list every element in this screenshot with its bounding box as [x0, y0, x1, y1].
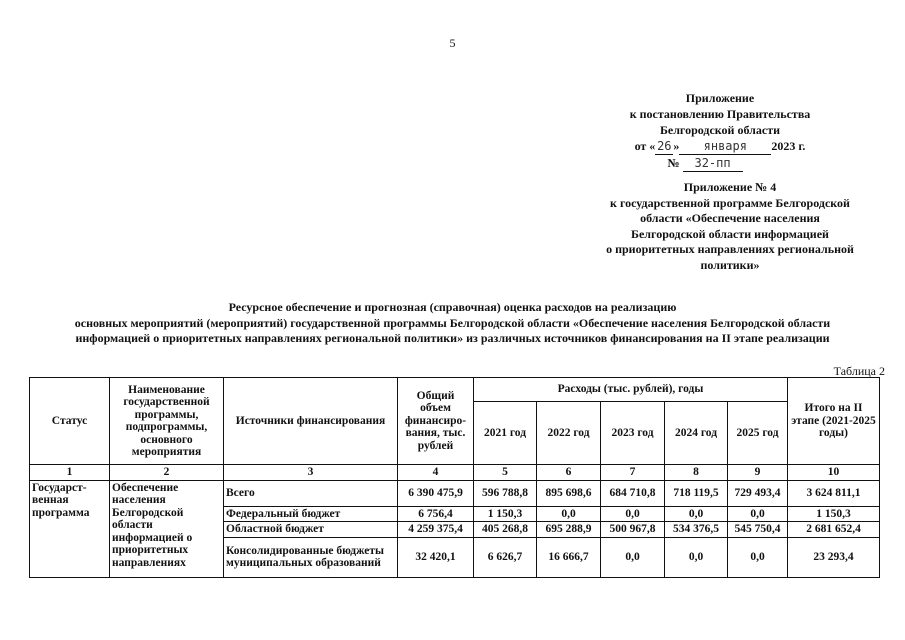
cell-program-name: Обеспечение населения Белгородской области информацией о приоритетных направлениях [110, 480, 224, 577]
cell-itogo: 23 293,4 [788, 537, 880, 577]
header-itogo: Итого на II этапе (2021-2025 годы) [788, 378, 880, 465]
doc-number: 32-пп [683, 155, 743, 172]
cell-2022: 16 666,7 [537, 537, 601, 577]
cell-2022: 695 288,9 [537, 522, 601, 538]
cell-total: 6 390 475,9 [398, 480, 474, 506]
cell-2023: 0,0 [601, 537, 665, 577]
table-caption: Таблица 2 [833, 364, 885, 378]
appendix4-line-1: Приложение № 4 [683, 180, 777, 194]
appendix-number-line [600, 155, 840, 172]
cell-source: Всего [224, 480, 398, 506]
cell-total: 4 259 375,4 [398, 522, 474, 538]
appendix-block [600, 90, 840, 172]
cell-itogo: 3 624 811,1 [788, 480, 880, 506]
colnum-4: 4 [398, 465, 474, 481]
cell-source: Федеральный бюджет [224, 506, 398, 522]
appendix4-line-5: о приоритетных направлениях региональной [606, 242, 854, 256]
appendix4-line-6: политики» [700, 257, 760, 272]
colnum-5: 5 [474, 465, 537, 481]
cell-2024: 718 119,5 [665, 480, 728, 506]
colnum-7: 7 [601, 465, 665, 481]
appendix4-line-3: области «Обеспечение населения [640, 211, 820, 225]
document-title [20, 300, 885, 347]
cell-total: 6 756,4 [398, 506, 474, 522]
date-day: 26 [657, 139, 672, 153]
date-prefix: от « [634, 139, 656, 153]
header-status: Статус [30, 378, 110, 465]
cell-2024: 534 376,5 [665, 522, 728, 538]
cell-status: Государст-венная программа [30, 480, 110, 577]
header-sources: Источники финансирования [224, 378, 398, 465]
cell-source: Консолидированные бюджеты муниципальных образований [224, 537, 398, 577]
appendix-line-2: к постановлению Правительства [629, 107, 811, 121]
appendix4-line-2: к государственной программе Белгородской [610, 195, 850, 210]
header-2024: 2024 год [665, 402, 728, 465]
appendix-line-3: Белгородской области [659, 123, 781, 137]
cell-2021: 1 150,3 [474, 506, 537, 522]
title-line-2: основных мероприятий (мероприятий) государственной программы Белгородской области «Обеспечение населения Белгородской области [74, 315, 831, 330]
colnum-9: 9 [728, 465, 788, 481]
cell-2025: 0,0 [728, 537, 788, 577]
header-2022: 2022 год [537, 402, 601, 465]
cell-2023: 684 710,8 [601, 480, 665, 506]
appendix-line-1: Приложение [685, 91, 755, 105]
colnum-2: 2 [110, 465, 224, 481]
colnum-6: 6 [537, 465, 601, 481]
cell-2025: 729 493,4 [728, 480, 788, 506]
cell-2021: 6 626,7 [474, 537, 537, 577]
table-row [30, 480, 880, 506]
cell-2022: 895 698,6 [537, 480, 601, 506]
colnum-1: 1 [30, 465, 110, 481]
appendix4-line-4: Белгородской области информацией [631, 226, 829, 241]
date-month: января [679, 138, 771, 155]
colnum-10: 10 [788, 465, 880, 481]
cell-2021: 405 268,8 [474, 522, 537, 538]
budget-table [29, 377, 880, 578]
cell-2022: 0,0 [537, 506, 601, 522]
header-2025: 2025 год [728, 402, 788, 465]
cell-itogo: 2 681 652,4 [788, 522, 880, 538]
date-year: 2023 г. [771, 139, 806, 153]
appendix-date-line [600, 138, 840, 155]
number-prefix: № [667, 156, 680, 170]
cell-2024: 0,0 [665, 537, 728, 577]
title-line-3: информацией о приоритетных направлениях региональной политики» из различных источников финансирования на II этапе реализации [75, 331, 830, 345]
appendix4-block [585, 180, 875, 273]
cell-2023: 0,0 [601, 506, 665, 522]
page-number: 5 [449, 36, 456, 50]
colnum-3: 3 [224, 465, 398, 481]
header-total: Общий объем финансиро-вания, тыс. рублей [398, 378, 474, 465]
date-mid: » [673, 139, 680, 153]
cell-source: Областной бюджет [224, 522, 398, 538]
cell-2023: 500 967,8 [601, 522, 665, 538]
header-name: Наименование государственной программы, подпрограммы, основного мероприятия [110, 378, 224, 465]
cell-2021: 596 788,8 [474, 480, 537, 506]
header-2023: 2023 год [601, 402, 665, 465]
colnum-8: 8 [665, 465, 728, 481]
header-2021: 2021 год [474, 402, 537, 465]
cell-2025: 0,0 [728, 506, 788, 522]
header-expenses: Расходы (тыс. рублей), годы [474, 378, 788, 402]
cell-2024: 0,0 [665, 506, 728, 522]
cell-total: 32 420,1 [398, 537, 474, 577]
cell-itogo: 1 150,3 [788, 506, 880, 522]
cell-2025: 545 750,4 [728, 522, 788, 538]
title-line-1: Ресурсное обеспечение и прогнозная (справочная) оценка расходов на реализацию [228, 300, 677, 314]
